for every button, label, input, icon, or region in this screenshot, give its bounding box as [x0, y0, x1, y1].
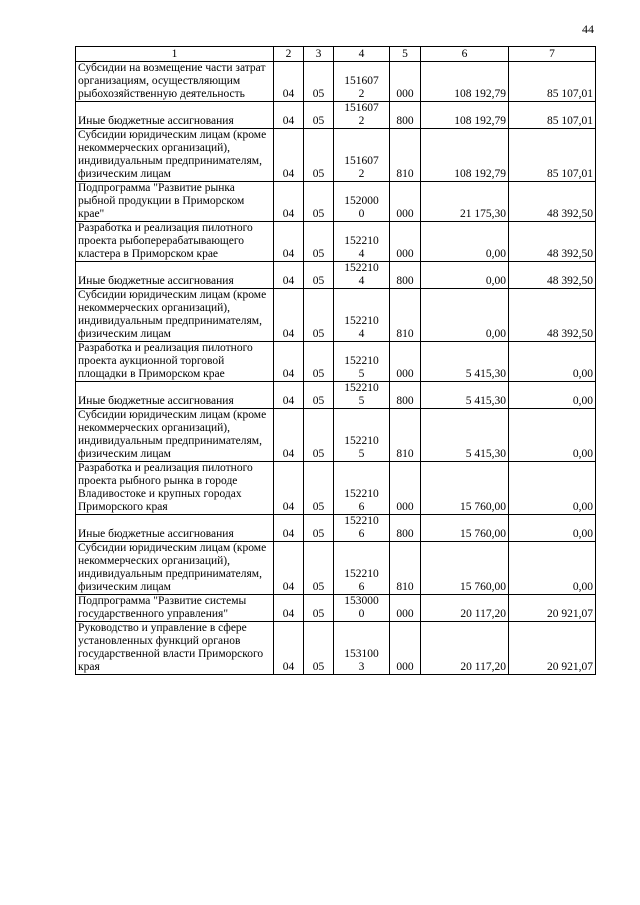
table-row — [76, 102, 596, 129]
subsection-code-cell: 05 — [304, 462, 334, 515]
target-article-cell: 152210 5 — [334, 382, 390, 409]
column-header: 4 — [334, 47, 390, 62]
target-article-cell: 152210 5 — [334, 409, 390, 462]
expense-type-cell: 000 — [390, 182, 421, 222]
table-row — [76, 622, 596, 675]
subsection-code-cell: 05 — [304, 515, 334, 542]
amount-cell: 48 392,50 — [509, 262, 596, 289]
row-name-cell: Разработка и реализация пилотного проекта рыбоперерабатывающего кластера в Приморском крае — [76, 222, 274, 262]
amount-cell: 5 415,30 — [421, 382, 509, 409]
section-code-cell: 04 — [274, 62, 304, 102]
subsection-code-cell: 05 — [304, 182, 334, 222]
section-code-cell: 04 — [274, 409, 304, 462]
section-code-cell: 04 — [274, 129, 304, 182]
amount-cell: 0,00 — [509, 342, 596, 382]
subsection-code-cell: 05 — [304, 222, 334, 262]
column-header: 1 — [76, 47, 274, 62]
target-article-cell: 152210 6 — [334, 542, 390, 595]
table-row — [76, 515, 596, 542]
target-article-cell: 151607 2 — [334, 62, 390, 102]
expense-type-cell: 000 — [390, 222, 421, 262]
row-name-cell: Иные бюджетные ассигнования — [76, 515, 274, 542]
row-name-cell: Подпрограмма "Развитие системы государственного управления" — [76, 595, 274, 622]
column-header: 6 — [421, 47, 509, 62]
expense-type-cell: 800 — [390, 382, 421, 409]
section-code-cell: 04 — [274, 542, 304, 595]
row-name-cell: Субсидии юридическим лицам (кроме некоммерческих организаций), индивидуальным предпринимателям, физическим лицам — [76, 409, 274, 462]
row-name-cell: Разработка и реализация пилотного проекта рыбного рынка в городе Владивостоке и крупных городах Приморского края — [76, 462, 274, 515]
target-article-cell: 152210 5 — [334, 342, 390, 382]
column-header: 3 — [304, 47, 334, 62]
amount-cell: 0,00 — [509, 462, 596, 515]
amount-cell: 0,00 — [421, 289, 509, 342]
table-row — [76, 462, 596, 515]
amount-cell: 15 760,00 — [421, 462, 509, 515]
expense-type-cell: 800 — [390, 102, 421, 129]
amount-cell: 20 117,20 — [421, 622, 509, 675]
expense-type-cell: 810 — [390, 289, 421, 342]
row-name-cell: Подпрограмма "Развитие рынка рыбной продукции в Приморском крае" — [76, 182, 274, 222]
subsection-code-cell: 05 — [304, 102, 334, 129]
row-name-cell: Руководство и управление в сфере установленных функций органов государственной власти Приморского края — [76, 622, 274, 675]
section-code-cell: 04 — [274, 289, 304, 342]
target-article-cell: 153100 3 — [334, 622, 390, 675]
subsection-code-cell: 05 — [304, 622, 334, 675]
page-number: 44 — [582, 22, 594, 36]
table-row — [76, 182, 596, 222]
expense-type-cell: 000 — [390, 595, 421, 622]
column-header: 5 — [390, 47, 421, 62]
target-article-cell: 152210 4 — [334, 222, 390, 262]
amount-cell: 85 107,01 — [509, 62, 596, 102]
section-code-cell: 04 — [274, 515, 304, 542]
section-code-cell: 04 — [274, 382, 304, 409]
row-name-cell: Субсидии юридическим лицам (кроме некоммерческих организаций), индивидуальным предпринимателям, физическим лицам — [76, 289, 274, 342]
table-header-row — [76, 47, 596, 62]
amount-cell: 5 415,30 — [421, 409, 509, 462]
target-article-cell: 152000 0 — [334, 182, 390, 222]
expense-type-cell: 810 — [390, 129, 421, 182]
table-row — [76, 289, 596, 342]
amount-cell: 108 192,79 — [421, 62, 509, 102]
target-article-cell: 152210 6 — [334, 515, 390, 542]
subsection-code-cell: 05 — [304, 289, 334, 342]
amount-cell: 48 392,50 — [509, 182, 596, 222]
section-code-cell: 04 — [274, 262, 304, 289]
target-article-cell: 153000 0 — [334, 595, 390, 622]
subsection-code-cell: 05 — [304, 542, 334, 595]
table-row — [76, 409, 596, 462]
row-name-cell: Субсидии юридическим лицам (кроме некоммерческих организаций), индивидуальным предпринимателям, физическим лицам — [76, 542, 274, 595]
amount-cell: 15 760,00 — [421, 515, 509, 542]
amount-cell: 0,00 — [509, 382, 596, 409]
target-article-cell: 151607 2 — [334, 129, 390, 182]
subsection-code-cell: 05 — [304, 382, 334, 409]
subsection-code-cell: 05 — [304, 342, 334, 382]
amount-cell: 0,00 — [509, 542, 596, 595]
section-code-cell: 04 — [274, 342, 304, 382]
subsection-code-cell: 05 — [304, 595, 334, 622]
amount-cell: 21 175,30 — [421, 182, 509, 222]
row-name-cell: Субсидии юридическим лицам (кроме некоммерческих организаций), индивидуальным предпринимателям, физическим лицам — [76, 129, 274, 182]
amount-cell: 20 921,07 — [509, 622, 596, 675]
amount-cell: 108 192,79 — [421, 129, 509, 182]
expense-type-cell: 810 — [390, 542, 421, 595]
column-header: 2 — [274, 47, 304, 62]
table-row — [76, 542, 596, 595]
column-header: 7 — [509, 47, 596, 62]
budget-table — [75, 46, 596, 675]
target-article-cell: 152210 4 — [334, 262, 390, 289]
amount-cell: 15 760,00 — [421, 542, 509, 595]
section-code-cell: 04 — [274, 102, 304, 129]
amount-cell: 85 107,01 — [509, 129, 596, 182]
section-code-cell: 04 — [274, 622, 304, 675]
expense-type-cell: 800 — [390, 262, 421, 289]
expense-type-cell: 800 — [390, 515, 421, 542]
amount-cell: 20 921,07 — [509, 595, 596, 622]
row-name-cell: Иные бюджетные ассигнования — [76, 262, 274, 289]
table-row — [76, 262, 596, 289]
section-code-cell: 04 — [274, 182, 304, 222]
amount-cell: 85 107,01 — [509, 102, 596, 129]
section-code-cell: 04 — [274, 222, 304, 262]
row-name-cell: Иные бюджетные ассигнования — [76, 102, 274, 129]
amount-cell: 48 392,50 — [509, 289, 596, 342]
subsection-code-cell: 05 — [304, 62, 334, 102]
table-body — [76, 62, 596, 675]
amount-cell: 0,00 — [421, 262, 509, 289]
row-name-cell: Субсидии на возмещение части затрат организациям, осуществляющим рыбохозяйственную деятельность — [76, 62, 274, 102]
amount-cell: 108 192,79 — [421, 102, 509, 129]
amount-cell: 0,00 — [509, 409, 596, 462]
subsection-code-cell: 05 — [304, 129, 334, 182]
target-article-cell: 151607 2 — [334, 102, 390, 129]
expense-type-cell: 000 — [390, 622, 421, 675]
row-name-cell: Разработка и реализация пилотного проекта аукционной торговой площадки в Приморском крае — [76, 342, 274, 382]
row-name-cell: Иные бюджетные ассигнования — [76, 382, 274, 409]
amount-cell: 48 392,50 — [509, 222, 596, 262]
amount-cell: 20 117,20 — [421, 595, 509, 622]
section-code-cell: 04 — [274, 462, 304, 515]
section-code-cell: 04 — [274, 595, 304, 622]
table-row — [76, 129, 596, 182]
table-row — [76, 595, 596, 622]
target-article-cell: 152210 4 — [334, 289, 390, 342]
expense-type-cell: 000 — [390, 462, 421, 515]
expense-type-cell: 810 — [390, 409, 421, 462]
expense-type-cell: 000 — [390, 342, 421, 382]
amount-cell: 5 415,30 — [421, 342, 509, 382]
amount-cell: 0,00 — [421, 222, 509, 262]
amount-cell: 0,00 — [509, 515, 596, 542]
subsection-code-cell: 05 — [304, 262, 334, 289]
expense-type-cell: 000 — [390, 62, 421, 102]
subsection-code-cell: 05 — [304, 409, 334, 462]
target-article-cell: 152210 6 — [334, 462, 390, 515]
table-row — [76, 62, 596, 102]
table-row — [76, 382, 596, 409]
table-row — [76, 342, 596, 382]
table-row — [76, 222, 596, 262]
